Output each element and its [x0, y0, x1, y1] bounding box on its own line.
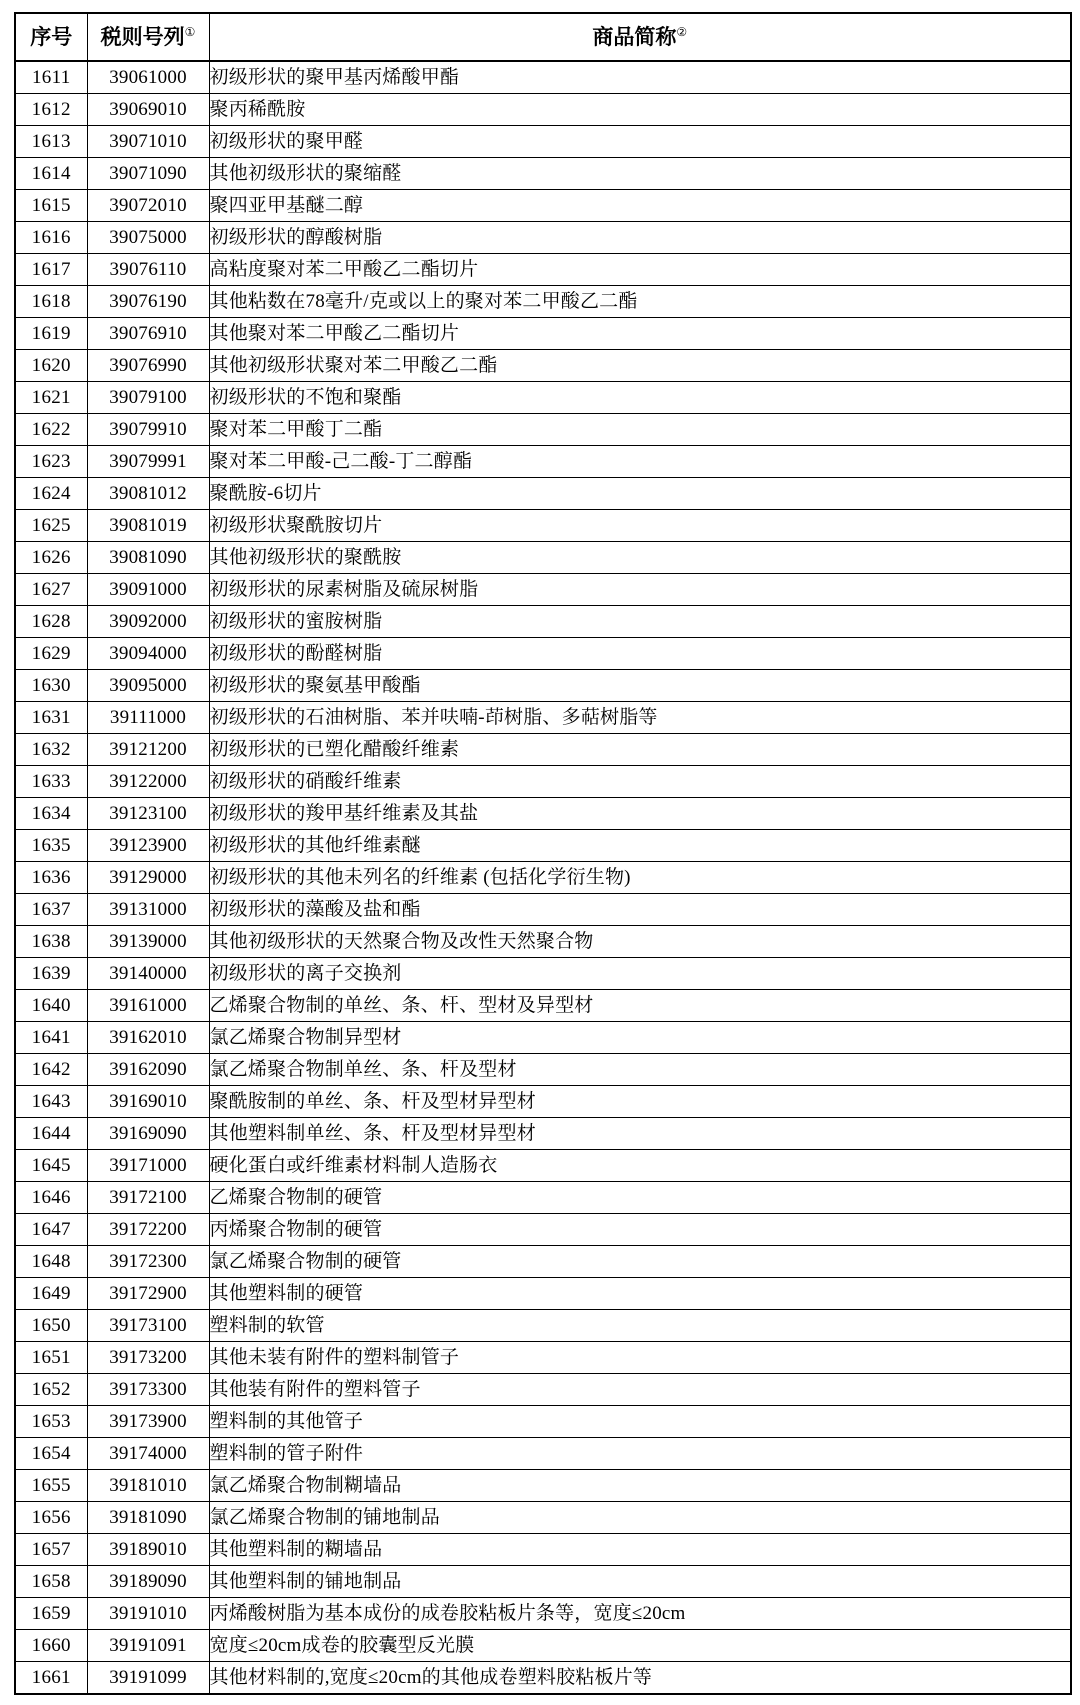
- cell-commodity-name: 塑料制的软管: [209, 1310, 1071, 1342]
- cell-commodity-name: 其他初级形状的天然聚合物及改性天然聚合物: [209, 926, 1071, 958]
- cell-tariff-code: 39061000: [87, 61, 209, 94]
- cell-commodity-name: 丙烯酸树脂为基本成份的成卷胶粘板片条等，宽度≤20cm: [209, 1598, 1071, 1630]
- cell-tariff-code: 39161000: [87, 990, 209, 1022]
- table-row: [15, 926, 1071, 958]
- cell-commodity-name: 其他粘数在78毫升/克或以上的聚对苯二甲酸乙二酯: [209, 286, 1071, 318]
- cell-commodity-name: 硬化蛋白或纤维素材料制人造肠衣: [209, 1150, 1071, 1182]
- cell-tariff-code: 39140000: [87, 958, 209, 990]
- cell-tariff-code: 39169010: [87, 1086, 209, 1118]
- cell-seq: 1637: [15, 894, 87, 926]
- cell-tariff-code: 39122000: [87, 766, 209, 798]
- cell-tariff-code: 39072010: [87, 190, 209, 222]
- column-header-seq-label: 序号: [30, 24, 73, 49]
- table-row: [15, 606, 1071, 638]
- table-row: [15, 1342, 1071, 1374]
- table-row: [15, 1150, 1071, 1182]
- cell-commodity-name: 聚对苯二甲酸-己二酸-丁二醇酯: [209, 446, 1071, 478]
- cell-seq: 1632: [15, 734, 87, 766]
- table-row: [15, 510, 1071, 542]
- cell-commodity-name: 其他塑料制的糊墙品: [209, 1534, 1071, 1566]
- column-header-name: [209, 13, 1071, 61]
- cell-tariff-code: 39123100: [87, 798, 209, 830]
- cell-commodity-name: 氯乙烯聚合物制异型材: [209, 1022, 1071, 1054]
- table-row: [15, 61, 1071, 94]
- cell-seq: 1641: [15, 1022, 87, 1054]
- cell-commodity-name: 其他材料制的,宽度≤20cm的其他成卷塑料胶粘板片等: [209, 1662, 1071, 1695]
- cell-seq: 1644: [15, 1118, 87, 1150]
- cell-tariff-code: 39071090: [87, 158, 209, 190]
- cell-seq: 1657: [15, 1534, 87, 1566]
- cell-commodity-name: 其他聚对苯二甲酸乙二酯切片: [209, 318, 1071, 350]
- table-row: [15, 1438, 1071, 1470]
- cell-seq: 1648: [15, 1246, 87, 1278]
- cell-tariff-code: 39139000: [87, 926, 209, 958]
- cell-commodity-name: 初级形状的已塑化醋酸纤维素: [209, 734, 1071, 766]
- cell-seq: 1619: [15, 318, 87, 350]
- cell-tariff-code: 39172200: [87, 1214, 209, 1246]
- cell-tariff-code: 39173900: [87, 1406, 209, 1438]
- cell-commodity-name: 初级形状的酚醛树脂: [209, 638, 1071, 670]
- cell-commodity-name: 其他装有附件的塑料管子: [209, 1374, 1071, 1406]
- table-row: [15, 894, 1071, 926]
- cell-commodity-name: 初级形状聚酰胺切片: [209, 510, 1071, 542]
- cell-tariff-code: 39162010: [87, 1022, 209, 1054]
- cell-tariff-code: 39191010: [87, 1598, 209, 1630]
- cell-seq: 1649: [15, 1278, 87, 1310]
- cell-seq: 1652: [15, 1374, 87, 1406]
- table-row: [15, 1598, 1071, 1630]
- cell-tariff-code: 39071010: [87, 126, 209, 158]
- cell-seq: 1661: [15, 1662, 87, 1695]
- table-row: [15, 1502, 1071, 1534]
- table-row: [15, 1566, 1071, 1598]
- cell-tariff-code: 39092000: [87, 606, 209, 638]
- cell-commodity-name: 聚丙稀酰胺: [209, 94, 1071, 126]
- column-header-name-label: 商品简称: [592, 25, 677, 49]
- table-row: [15, 990, 1071, 1022]
- cell-tariff-code: 39069010: [87, 94, 209, 126]
- table-row: [15, 734, 1071, 766]
- cell-tariff-code: 39081012: [87, 478, 209, 510]
- table-row: [15, 1374, 1071, 1406]
- tariff-table: [14, 12, 1072, 1695]
- table-row: [15, 1118, 1071, 1150]
- table-row: [15, 702, 1071, 734]
- cell-commodity-name: 初级形状的不饱和聚酯: [209, 382, 1071, 414]
- table-row: [15, 382, 1071, 414]
- cell-commodity-name: 初级形状的其他未列名的纤维素 (包括化学衍生物): [209, 862, 1071, 894]
- table-row: [15, 1022, 1071, 1054]
- cell-tariff-code: 39079100: [87, 382, 209, 414]
- cell-seq: 1659: [15, 1598, 87, 1630]
- cell-seq: 1654: [15, 1438, 87, 1470]
- cell-seq: 1638: [15, 926, 87, 958]
- cell-seq: 1622: [15, 414, 87, 446]
- table-row: [15, 798, 1071, 830]
- table-row: [15, 1310, 1071, 1342]
- cell-seq: 1625: [15, 510, 87, 542]
- cell-commodity-name: 丙烯聚合物制的硬管: [209, 1214, 1071, 1246]
- cell-seq: 1645: [15, 1150, 87, 1182]
- table-row: [15, 350, 1071, 382]
- table-row: [15, 94, 1071, 126]
- cell-seq: 1643: [15, 1086, 87, 1118]
- cell-seq: 1639: [15, 958, 87, 990]
- table-row: [15, 1278, 1071, 1310]
- cell-seq: 1631: [15, 702, 87, 734]
- cell-seq: 1656: [15, 1502, 87, 1534]
- cell-tariff-code: 39076990: [87, 350, 209, 382]
- cell-seq: 1658: [15, 1566, 87, 1598]
- cell-seq: 1628: [15, 606, 87, 638]
- table-row: [15, 638, 1071, 670]
- table-row: [15, 766, 1071, 798]
- cell-tariff-code: 39081090: [87, 542, 209, 574]
- cell-commodity-name: 初级形状的藻酸及盐和酯: [209, 894, 1071, 926]
- cell-seq: 1613: [15, 126, 87, 158]
- table-row: [15, 1534, 1071, 1566]
- cell-seq: 1640: [15, 990, 87, 1022]
- cell-seq: 1612: [15, 94, 87, 126]
- table-row: [15, 862, 1071, 894]
- cell-commodity-name: 聚对苯二甲酸丁二酯: [209, 414, 1071, 446]
- cell-seq: 1614: [15, 158, 87, 190]
- cell-seq: 1635: [15, 830, 87, 862]
- cell-tariff-code: 39095000: [87, 670, 209, 702]
- cell-tariff-code: 39173100: [87, 1310, 209, 1342]
- cell-commodity-name: 塑料制的管子附件: [209, 1438, 1071, 1470]
- cell-commodity-name: 其他初级形状的聚酰胺: [209, 542, 1071, 574]
- cell-commodity-name: 其他初级形状的聚缩醛: [209, 158, 1071, 190]
- table-row: [15, 446, 1071, 478]
- cell-seq: 1615: [15, 190, 87, 222]
- cell-commodity-name: 初级形状的其他纤维素醚: [209, 830, 1071, 862]
- cell-commodity-name: 初级形状的离子交换剂: [209, 958, 1071, 990]
- cell-commodity-name: 初级形状的尿素树脂及硫尿树脂: [209, 574, 1071, 606]
- table-row: [15, 830, 1071, 862]
- cell-seq: 1633: [15, 766, 87, 798]
- cell-seq: 1636: [15, 862, 87, 894]
- cell-commodity-name: 聚酰胺-6切片: [209, 478, 1071, 510]
- table-row: [15, 670, 1071, 702]
- table-row: [15, 414, 1071, 446]
- cell-tariff-code: 39172900: [87, 1278, 209, 1310]
- cell-seq: 1653: [15, 1406, 87, 1438]
- table-row: [15, 1630, 1071, 1662]
- table-row: [15, 286, 1071, 318]
- cell-tariff-code: 39162090: [87, 1054, 209, 1086]
- cell-seq: 1651: [15, 1342, 87, 1374]
- cell-tariff-code: 39181010: [87, 1470, 209, 1502]
- column-header-code: [87, 13, 209, 61]
- cell-commodity-name: 初级形状的聚甲基丙烯酸甲酯: [209, 61, 1071, 94]
- cell-tariff-code: 39191091: [87, 1630, 209, 1662]
- cell-tariff-code: 39171000: [87, 1150, 209, 1182]
- cell-seq: 1623: [15, 446, 87, 478]
- cell-tariff-code: 39174000: [87, 1438, 209, 1470]
- cell-seq: 1646: [15, 1182, 87, 1214]
- cell-commodity-name: 初级形状的聚甲醛: [209, 126, 1071, 158]
- table-row: [15, 1246, 1071, 1278]
- cell-tariff-code: 39079910: [87, 414, 209, 446]
- cell-seq: 1611: [15, 61, 87, 94]
- cell-commodity-name: 氯乙烯聚合物制的铺地制品: [209, 1502, 1071, 1534]
- cell-commodity-name: 其他塑料制单丝、条、杆及型材异型材: [209, 1118, 1071, 1150]
- cell-commodity-name: 其他未装有附件的塑料制管子: [209, 1342, 1071, 1374]
- table-row: [15, 1054, 1071, 1086]
- cell-tariff-code: 39076190: [87, 286, 209, 318]
- table-row: [15, 222, 1071, 254]
- cell-seq: 1617: [15, 254, 87, 286]
- cell-tariff-code: 39172300: [87, 1246, 209, 1278]
- table-row: [15, 158, 1071, 190]
- table-row: [15, 190, 1071, 222]
- column-header-code-label: 税则号列: [100, 25, 185, 49]
- cell-tariff-code: 39111000: [87, 702, 209, 734]
- cell-seq: 1642: [15, 1054, 87, 1086]
- table-row: [15, 254, 1071, 286]
- cell-tariff-code: 39129000: [87, 862, 209, 894]
- cell-commodity-name: 氯乙烯聚合物制糊墙品: [209, 1470, 1071, 1502]
- cell-tariff-code: 39075000: [87, 222, 209, 254]
- cell-commodity-name: 初级形状的蜜胺树脂: [209, 606, 1071, 638]
- cell-seq: 1634: [15, 798, 87, 830]
- cell-commodity-name: 其他塑料制的铺地制品: [209, 1566, 1071, 1598]
- header-row: [15, 13, 1071, 61]
- footnote-marker-name: ②: [676, 25, 688, 39]
- cell-seq: 1647: [15, 1214, 87, 1246]
- cell-commodity-name: 塑料制的其他管子: [209, 1406, 1071, 1438]
- cell-seq: 1655: [15, 1470, 87, 1502]
- cell-commodity-name: 乙烯聚合物制的单丝、条、杆、型材及异型材: [209, 990, 1071, 1022]
- table-row: [15, 542, 1071, 574]
- cell-commodity-name: 初级形状的聚氨基甲酸酯: [209, 670, 1071, 702]
- cell-seq: 1618: [15, 286, 87, 318]
- table-row: [15, 318, 1071, 350]
- cell-commodity-name: 初级形状的羧甲基纤维素及其盐: [209, 798, 1071, 830]
- cell-seq: 1660: [15, 1630, 87, 1662]
- table-row: [15, 1214, 1071, 1246]
- cell-commodity-name: 其他初级形状聚对苯二甲酸乙二酯: [209, 350, 1071, 382]
- cell-commodity-name: 初级形状的醇酸树脂: [209, 222, 1071, 254]
- table-body: [15, 61, 1071, 1694]
- cell-commodity-name: 氯乙烯聚合物制单丝、条、杆及型材: [209, 1054, 1071, 1086]
- cell-tariff-code: 39169090: [87, 1118, 209, 1150]
- cell-tariff-code: 39121200: [87, 734, 209, 766]
- cell-commodity-name: 宽度≤20cm成卷的胶囊型反光膜: [209, 1630, 1071, 1662]
- cell-tariff-code: 39181090: [87, 1502, 209, 1534]
- table-row: [15, 1086, 1071, 1118]
- cell-tariff-code: 39191099: [87, 1662, 209, 1695]
- cell-commodity-name: 高粘度聚对苯二甲酸乙二酯切片: [209, 254, 1071, 286]
- cell-tariff-code: 39189010: [87, 1534, 209, 1566]
- cell-tariff-code: 39079991: [87, 446, 209, 478]
- cell-seq: 1650: [15, 1310, 87, 1342]
- cell-seq: 1620: [15, 350, 87, 382]
- cell-tariff-code: 39173300: [87, 1374, 209, 1406]
- table-row: [15, 478, 1071, 510]
- cell-tariff-code: 39123900: [87, 830, 209, 862]
- table-header: [15, 13, 1071, 61]
- cell-commodity-name: 其他塑料制的硬管: [209, 1278, 1071, 1310]
- cell-commodity-name: 乙烯聚合物制的硬管: [209, 1182, 1071, 1214]
- cell-tariff-code: 39189090: [87, 1566, 209, 1598]
- cell-tariff-code: 39076910: [87, 318, 209, 350]
- cell-commodity-name: 聚酰胺制的单丝、条、杆及型材异型材: [209, 1086, 1071, 1118]
- cell-seq: 1624: [15, 478, 87, 510]
- cell-commodity-name: 聚四亚甲基醚二醇: [209, 190, 1071, 222]
- cell-tariff-code: 39173200: [87, 1342, 209, 1374]
- cell-seq: 1627: [15, 574, 87, 606]
- cell-tariff-code: 39172100: [87, 1182, 209, 1214]
- cell-seq: 1629: [15, 638, 87, 670]
- table-row: [15, 126, 1071, 158]
- cell-tariff-code: 39131000: [87, 894, 209, 926]
- table-row: [15, 1182, 1071, 1214]
- cell-commodity-name: 初级形状的石油树脂、苯并呋喃-茚树脂、多萜树脂等: [209, 702, 1071, 734]
- footnote-marker-code: ①: [184, 25, 196, 39]
- cell-commodity-name: 氯乙烯聚合物制的硬管: [209, 1246, 1071, 1278]
- cell-tariff-code: 39081019: [87, 510, 209, 542]
- cell-tariff-code: 39094000: [87, 638, 209, 670]
- cell-seq: 1630: [15, 670, 87, 702]
- cell-seq: 1621: [15, 382, 87, 414]
- cell-tariff-code: 39076110: [87, 254, 209, 286]
- table-row: [15, 1406, 1071, 1438]
- column-header-seq: [15, 13, 87, 61]
- table-row: [15, 1470, 1071, 1502]
- table-row: [15, 1662, 1071, 1695]
- cell-seq: 1616: [15, 222, 87, 254]
- cell-seq: 1626: [15, 542, 87, 574]
- table-row: [15, 574, 1071, 606]
- table-row: [15, 958, 1071, 990]
- cell-tariff-code: 39091000: [87, 574, 209, 606]
- cell-commodity-name: 初级形状的硝酸纤维素: [209, 766, 1071, 798]
